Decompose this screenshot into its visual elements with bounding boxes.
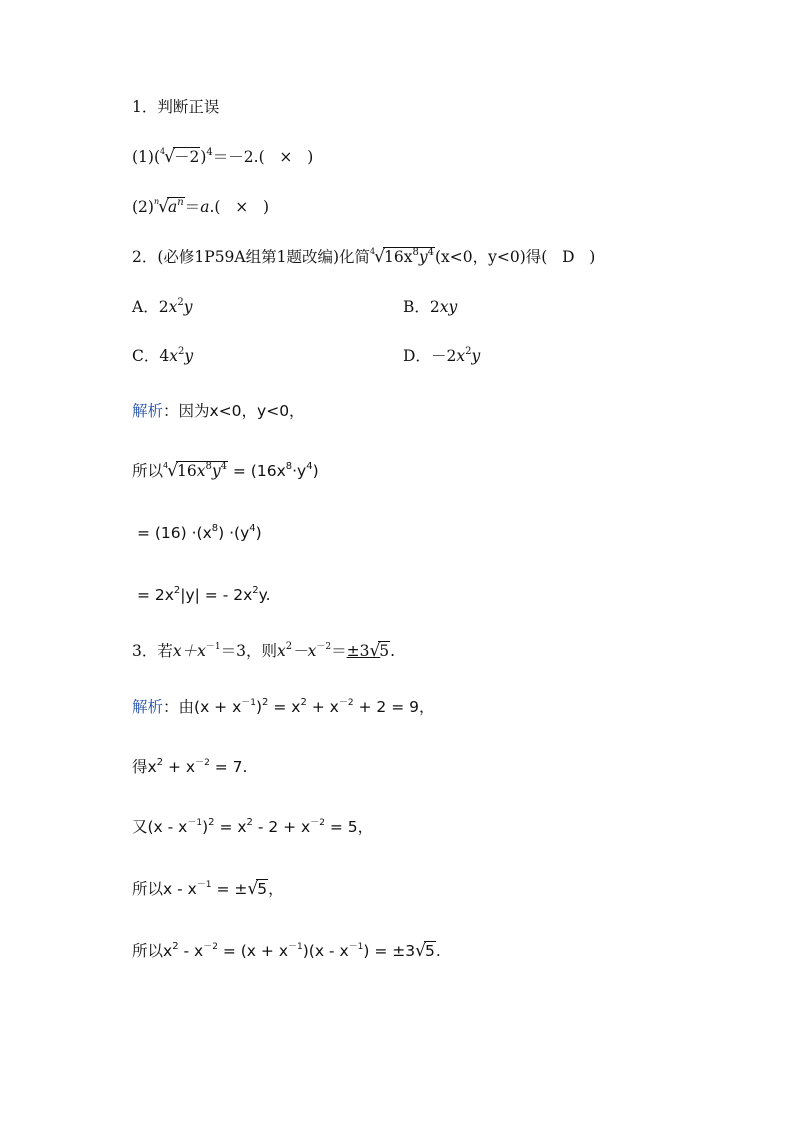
q1-item2 <box>132 196 269 220</box>
option-exp: 2 <box>177 297 184 308</box>
q2-condition: (x<0，y<0)得( <box>434 248 548 266</box>
q1-item1-rhs: ＝－2.( <box>212 148 265 166</box>
q3-mid: ＝3，则 <box>220 642 277 660</box>
q1-heading <box>132 96 219 120</box>
option-var2: y <box>471 347 481 365</box>
sol3-l1-b: ) <box>255 698 263 716</box>
q2-option-a <box>132 296 192 320</box>
option-letter: C． <box>132 347 160 365</box>
sol3-l1-e4: －2 <box>338 698 354 708</box>
option-letter: B． <box>403 298 430 316</box>
q1-item2-close: ) <box>262 198 270 216</box>
q1-item1: $(1)(^4√-2)^4=-2$.( × ) <box>132 147 314 167</box>
q2-exp2: 4 <box>427 247 434 258</box>
sol2-line2-exp2: 4 <box>306 461 313 472</box>
radical-icon: √ <box>415 941 426 961</box>
sol2-line2-tail: = (16x <box>232 462 286 480</box>
q3-stem-text: 3．若 <box>132 642 173 660</box>
sol2-line3-end: ) <box>255 524 262 542</box>
option-letter: D． <box>403 347 431 365</box>
q1-item1-radicand: －2 <box>173 148 200 166</box>
q3-sqrt-val: 5 <box>379 642 390 660</box>
sol3-line4 <box>132 878 284 902</box>
radical-icon: √ <box>374 247 385 267</box>
sol3-l2-e2: －2 <box>195 758 210 768</box>
sol3-l4-e1: －1 <box>196 880 212 890</box>
sol3-l2: 得x <box>132 758 157 776</box>
sol3-l3-c: = x <box>214 818 247 836</box>
sol3-l5-e3: －1 <box>288 942 303 952</box>
q1-item1-label: (1) <box>132 148 154 166</box>
q2-radicand: 16x <box>383 248 413 266</box>
q3-minus: －x <box>292 642 317 660</box>
q2-var2: y <box>418 248 428 266</box>
q2-option-c <box>132 345 193 369</box>
q2-option-b <box>403 296 457 320</box>
sol3-l1-e3: 2 <box>300 697 307 708</box>
sol3-label: 解析 <box>132 698 164 716</box>
sol2-line2: 所以$^4√16x^8y^4 = (16x^8\cdot y^4)$ <box>132 461 319 481</box>
sol2-line3-exp2: 4 <box>249 523 256 534</box>
option-coef: 2 <box>158 298 169 316</box>
option-coef: 2 <box>429 298 440 316</box>
sol3-l2-b: + x <box>163 758 196 776</box>
sol2-label: 解析 <box>132 402 164 420</box>
sol2-line4 <box>132 584 271 608</box>
q1-item2-rhs: ＝ <box>184 198 201 216</box>
root-index: 4 <box>370 247 376 256</box>
sol3-l5-e2: －2 <box>203 942 218 952</box>
radical-icon: √ <box>369 641 381 661</box>
sol3-l5: 所以x <box>132 942 173 960</box>
sol3-l3-e3: 2 <box>246 817 253 828</box>
radical-icon: √ <box>167 461 178 481</box>
q2-exp1: 8 <box>412 247 419 258</box>
sol2-line4-exp: 2 <box>173 585 181 596</box>
q1-item1-paren: ) <box>200 148 207 166</box>
sol3-l4-sqrt: 5 <box>257 880 268 898</box>
q2-answer: D <box>562 248 575 266</box>
sol3-l5-e1: 2 <box>172 941 179 952</box>
q1-item1-answer: × <box>279 148 293 166</box>
root-index: 4 <box>160 147 166 156</box>
option-letter: A． <box>132 298 159 316</box>
q1-item2-label: (2) <box>132 198 154 216</box>
sol3-l1-c: = x <box>268 698 301 716</box>
sol2-line1 <box>132 400 305 424</box>
sol3-l5-b: - x <box>178 942 204 960</box>
radical-icon: √ <box>247 879 259 899</box>
q2-stem <box>132 246 595 270</box>
sol3-l1: ：由(x + x <box>163 698 242 716</box>
sol3-l4-b: = ± <box>211 880 248 898</box>
sol3-l1-e1: －1 <box>241 698 256 708</box>
q1-item1-close: ) <box>307 148 314 166</box>
option-exp: 2 <box>178 346 185 357</box>
q3-x2: x <box>276 642 286 660</box>
sol2-line2-prefix: 所以 <box>132 462 164 480</box>
sol2-line3 <box>132 522 262 546</box>
sol3-l3-e4: －2 <box>310 818 325 828</box>
sol2-line3-text: = (16) ·(x <box>136 524 212 542</box>
sol3-l4-c: ， <box>268 880 284 898</box>
sol3-l2-e1: 2 <box>156 757 164 768</box>
sol3-l5-c: = (x + x <box>217 942 288 960</box>
option-var2: y <box>183 298 193 316</box>
q2-close: ) <box>589 248 596 266</box>
option-coef: 4 <box>159 347 170 365</box>
sol2-line4-a: = 2x <box>136 586 174 604</box>
q1-item2-answer: × <box>235 198 249 216</box>
sol3-line2 <box>132 756 247 780</box>
option-var: xy <box>439 298 458 316</box>
sol2-line2-exp1: 8 <box>285 461 293 472</box>
root-index: 4 <box>163 461 169 470</box>
q3-eq: ＝ <box>331 642 347 660</box>
q3-end: . <box>390 642 396 660</box>
root-index: n <box>153 197 160 206</box>
sol3-l4: 所以x - x <box>132 880 197 898</box>
sol3-l5-f: ) = ±3 <box>363 942 416 960</box>
sol3-l5-e4: －1 <box>348 942 364 952</box>
q1-heading-text: 1．判断正误 <box>132 98 220 116</box>
q3-exp2: 2 <box>285 641 293 652</box>
sol3-l1-d: + x <box>306 698 339 716</box>
q3-stem <box>132 640 395 664</box>
q3-exp1: －1 <box>205 642 221 652</box>
q3-expr: x＋x <box>172 642 206 660</box>
sol2-line3-mid: ) ·(y <box>218 524 250 542</box>
sol3-l3-d: - 2 + x <box>252 818 311 836</box>
sol3-l5-d: )(x - x <box>302 942 349 960</box>
sol2-line4-exp2: 2 <box>252 585 259 596</box>
q2-option-d <box>403 345 480 369</box>
sol2-line4-c: y. <box>258 586 271 604</box>
sol3-l3-f: = 5， <box>324 818 374 836</box>
q1-item2-rhs-var: a <box>200 198 210 216</box>
sol2-line3-exp: 8 <box>211 523 219 534</box>
option-var: x <box>169 347 178 365</box>
q1-item1-exp: 4 <box>206 147 213 158</box>
radical-icon: √ <box>164 147 175 167</box>
sol2-line2-end: ) <box>312 462 319 480</box>
q3-exp3: －2 <box>316 642 332 652</box>
radical-icon: √ <box>158 197 169 217</box>
q3-answer: ±3 <box>346 642 370 660</box>
q1-item2-rhs-tail: .( <box>209 198 221 216</box>
sol3-line1 <box>132 696 434 720</box>
sol2-line4-b: |y| = - 2x <box>180 586 253 604</box>
option-coef: －2 <box>430 347 457 365</box>
q1-item2-exp: n <box>177 197 184 208</box>
sol2-line2-mid: ·y <box>292 462 307 480</box>
sol3-line5 <box>132 940 441 964</box>
sol2-line1-text: ：因为x<0，y<0， <box>163 402 305 420</box>
option-var: x <box>456 347 466 365</box>
sol3-l3-e2: 2 <box>208 817 215 828</box>
sol3-l2-c: = 7. <box>209 758 248 776</box>
q2-stem-prefix: 2．(必修1P59A组第1题改编)化简 <box>132 248 371 266</box>
q1-item2-base: a <box>167 198 178 216</box>
sol3-line3 <box>132 816 373 840</box>
sol3-l3: 又(x - x <box>132 818 188 836</box>
option-exp: 2 <box>465 346 472 357</box>
sol3-l5-g: . <box>435 942 441 960</box>
sol3-l3-e1: －1 <box>187 818 203 828</box>
sol3-l1-e2: 2 <box>262 697 269 708</box>
sol3-l1-f: + 2 = 9， <box>353 698 435 716</box>
sol3-l3-b: ) <box>202 818 209 836</box>
sol3-l5-sqrt: 5 <box>424 942 435 960</box>
option-var: x <box>168 298 178 316</box>
option-var2: y <box>184 347 194 365</box>
